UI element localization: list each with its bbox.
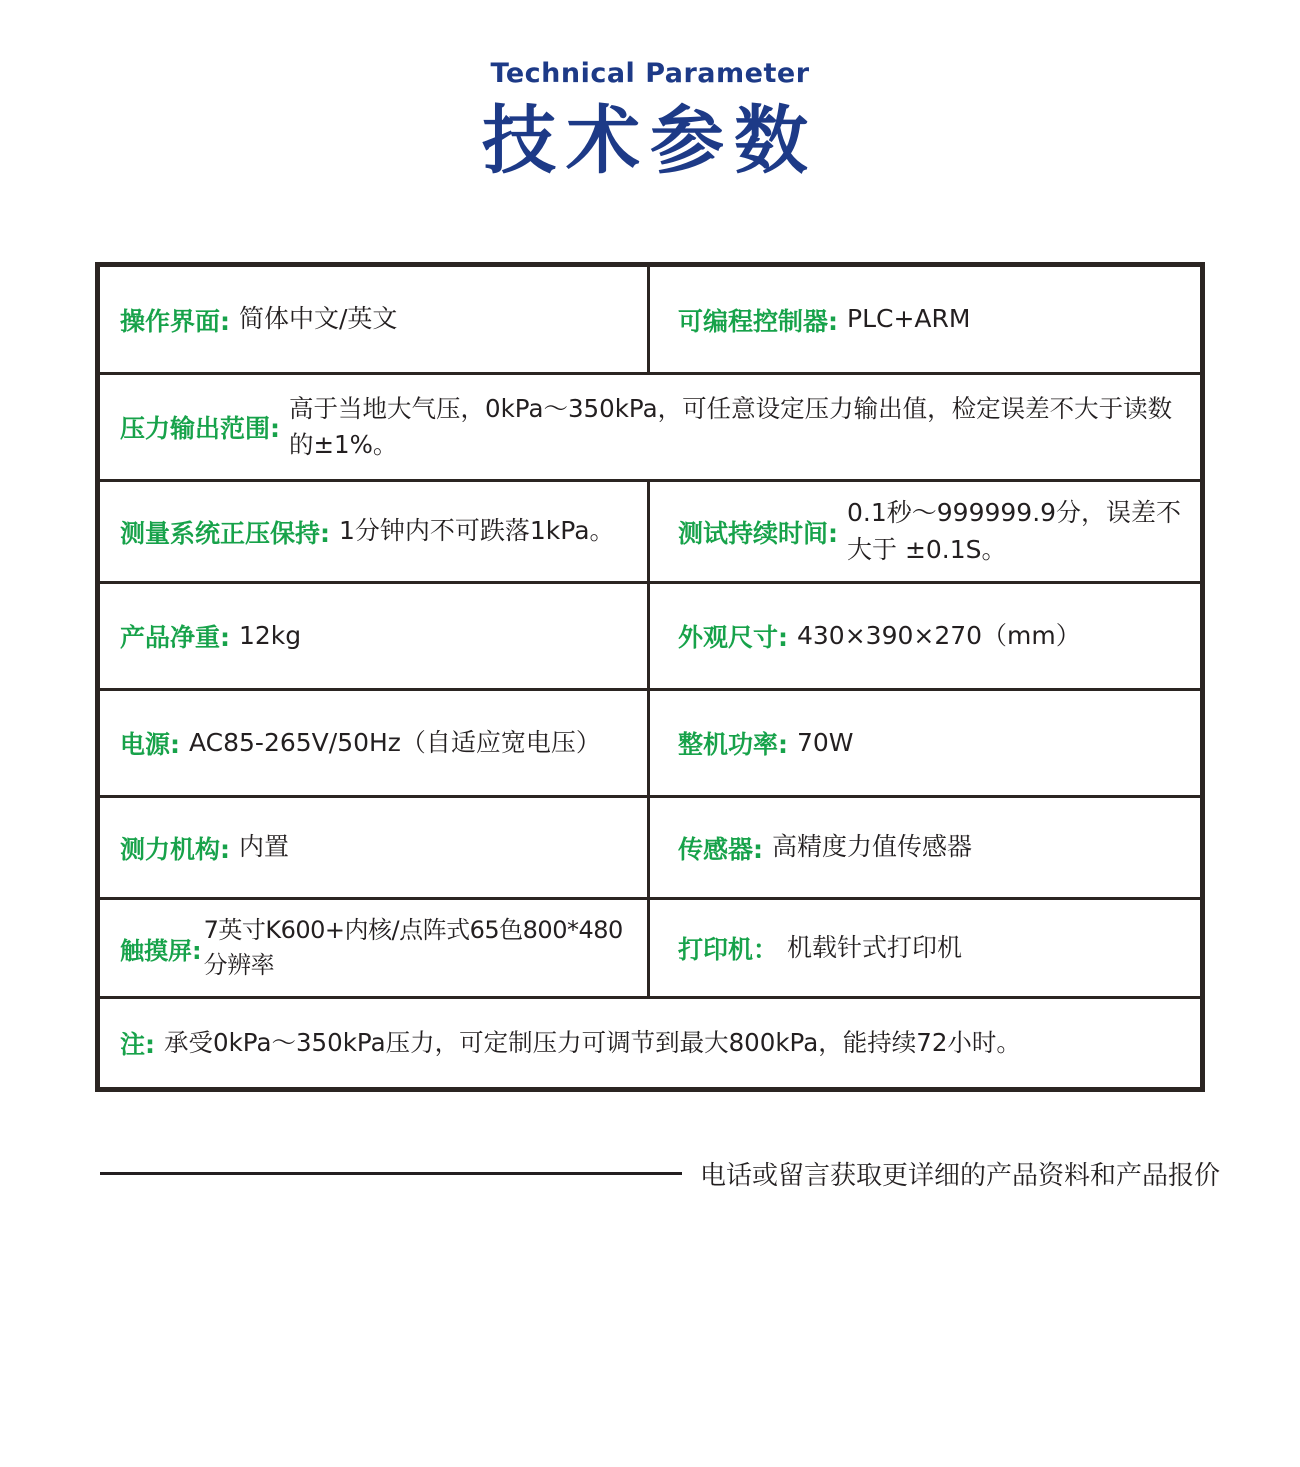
table-row — [100, 482, 1200, 584]
spec-value: 高于当地大气压，0kPa～350kPa，可任意设定压力输出值，检定误差不大于读数的±1%。 — [289, 394, 1173, 459]
spec-value: 1分钟内不可跌落1kPa。 — [339, 516, 615, 546]
spec-value: AC85-265V/50Hz（自适应宽电压） — [189, 727, 601, 757]
spec-value: 7英寸K600+内核/点阵式65色800*480分辨率 — [203, 916, 623, 979]
spec-value: 高精度力值传感器 — [772, 832, 973, 862]
spec-label: 操作界面: — [120, 306, 230, 336]
table-row — [100, 798, 1200, 900]
cell-net-weight — [100, 584, 650, 688]
table-row — [100, 584, 1200, 691]
spec-label: 压力输出范围: — [120, 414, 280, 443]
table-row — [100, 900, 1200, 999]
spec-value: 简体中文/英文 — [239, 304, 398, 334]
spec-value: PLC+ARM — [847, 304, 971, 334]
footer-divider-line — [100, 1172, 682, 1175]
cell-note — [100, 999, 1200, 1087]
spec-value: 0.1秒～999999.9分，误差不大于 ±0.1S。 — [847, 498, 1182, 564]
cell-test-duration — [650, 482, 1200, 581]
spec-label: 外观尺寸: — [678, 623, 788, 652]
spec-label: 传感器: — [678, 834, 763, 864]
spec-value: 内置 — [239, 832, 290, 862]
spec-value: 70W — [797, 727, 854, 757]
page-header — [0, 0, 1300, 182]
page-title: 技术参数 — [482, 98, 818, 184]
subtitle-english: Technical Parameter — [490, 58, 810, 89]
cell-dimensions — [650, 584, 1200, 688]
spec-value: 机载针式打印机 — [787, 932, 963, 962]
spec-value: 承受0kPa～350kPa压力，可定制压力可调节到最大800kPa，能持续72小时。 — [164, 1028, 1021, 1058]
table-row — [100, 267, 1200, 375]
spec-table — [95, 262, 1205, 1092]
cell-programmable-controller — [650, 267, 1200, 372]
cell-total-power — [650, 691, 1200, 795]
cell-sensor — [650, 798, 1200, 897]
spec-label: 触摸屏: — [120, 936, 202, 965]
table-row — [100, 375, 1200, 482]
cell-operation-interface — [100, 267, 650, 372]
footer — [100, 1155, 1221, 1192]
spec-label: 可编程控制器: — [678, 306, 838, 336]
table-row — [100, 691, 1200, 798]
spec-label: 注: — [120, 1030, 155, 1059]
spec-label: 打印机： — [678, 935, 779, 964]
cell-force-mechanism — [100, 798, 650, 897]
spec-label: 测量系统正压保持: — [120, 518, 330, 548]
spec-value: 12kg — [239, 620, 302, 650]
spec-label: 电源: — [120, 730, 180, 759]
cell-positive-pressure-hold — [100, 482, 650, 581]
cell-power-supply — [100, 691, 650, 795]
spec-label: 整机功率: — [678, 730, 788, 759]
cell-printer — [650, 900, 1200, 996]
cell-pressure-output-range — [100, 375, 1200, 479]
table-row — [100, 999, 1200, 1087]
spec-value: 430×390×270（mm） — [797, 620, 1081, 650]
footer-contact-note: 电话或留言获取更详细的产品资料和产品报价 — [700, 1161, 1221, 1191]
spec-label: 产品净重: — [120, 623, 230, 652]
cell-touchscreen — [100, 900, 650, 996]
spec-label: 测力机构: — [120, 834, 230, 864]
spec-label: 测试持续时间: — [678, 518, 838, 548]
